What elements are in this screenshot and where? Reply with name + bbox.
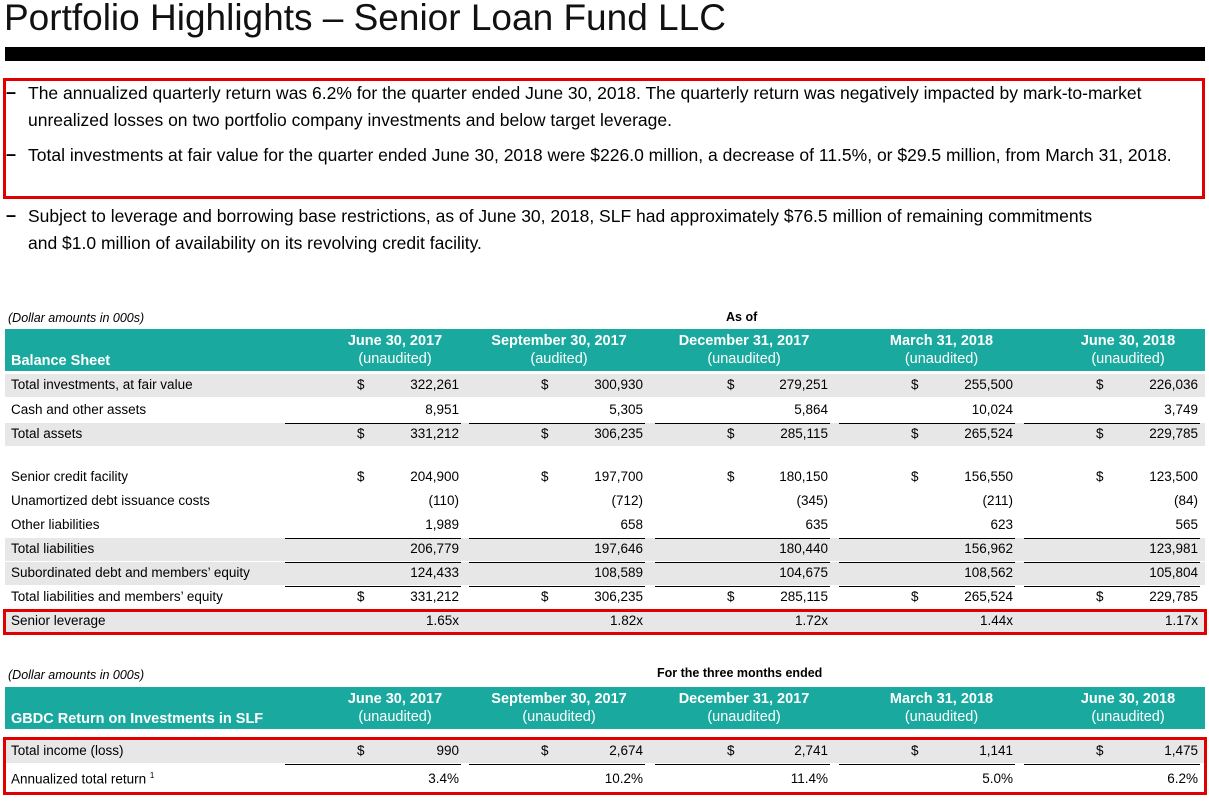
currency-symbol: $ [727, 589, 735, 604]
total-rule [1024, 423, 1200, 424]
currency-symbol: $ [911, 743, 919, 758]
title-divider [5, 47, 1205, 61]
total-rule [839, 562, 1015, 563]
row-label [11, 493, 210, 508]
cell-value: 1,141 [979, 743, 1013, 758]
total-rule [285, 586, 461, 587]
cell-value: 5,864 [794, 402, 828, 417]
currency-symbol: $ [1096, 589, 1104, 604]
cell-value: 206,779 [410, 541, 459, 556]
row-label [11, 426, 82, 441]
cell-value: 1,475 [1164, 743, 1198, 758]
cell-value: 10.2% [604, 771, 643, 786]
currency-symbol: $ [727, 743, 735, 758]
column-header [1058, 690, 1198, 726]
cell-value: 8,951 [425, 402, 459, 417]
cell-value: 2,674 [609, 743, 643, 758]
cell-value: 108,589 [594, 565, 643, 580]
currency-symbol: $ [911, 377, 919, 392]
cell-value: 990 [436, 743, 459, 758]
total-rule [285, 423, 461, 424]
row-label [11, 402, 146, 417]
cell-value: 2,741 [794, 743, 828, 758]
cell-value: 204,900 [410, 469, 459, 484]
total-rule [655, 423, 830, 424]
returns-title: GBDC Return on Investments in SLF [11, 711, 264, 727]
column-date: June 30, 2018 [1080, 333, 1176, 349]
cell-value: 197,646 [594, 541, 643, 556]
balance-sheet-group-label: As of [726, 310, 758, 324]
table-row [5, 490, 1205, 513]
returns-note: (Dollar amounts in 000s) [8, 668, 145, 682]
currency-symbol: $ [1096, 743, 1104, 758]
cell-value: 124,433 [410, 565, 459, 580]
column-header [1058, 332, 1198, 368]
row-label-text: Total income (loss) [11, 743, 124, 758]
total-rule [1024, 562, 1200, 563]
total-rule [839, 764, 1015, 765]
row-label-text: Total investments, at fair value [11, 377, 193, 392]
cell-value: 279,251 [779, 377, 828, 392]
cell-value: 104,675 [779, 565, 828, 580]
total-rule [469, 764, 645, 765]
column-status: (unaudited) [707, 351, 781, 367]
cell-value: 3,749 [1164, 402, 1198, 417]
cell-value: 156,962 [964, 541, 1013, 556]
cell-value: 1,989 [425, 517, 459, 532]
total-rule [469, 423, 645, 424]
cell-value: 300,930 [594, 377, 643, 392]
table-row [5, 586, 1205, 609]
row-label-text: Cash and other assets [11, 402, 147, 417]
total-rule [839, 538, 1015, 539]
row-label [11, 377, 193, 392]
bullet-dash: – [6, 205, 17, 225]
cell-value: 229,785 [1149, 426, 1198, 441]
cell-value: 265,524 [964, 426, 1013, 441]
currency-symbol: $ [727, 377, 735, 392]
row-label-text: Total liabilities and members’ equity [11, 589, 223, 604]
table-row [5, 538, 1205, 561]
bullet-leverage-restrictions [6, 203, 1096, 256]
table-row [5, 423, 1205, 446]
total-rule [655, 586, 830, 587]
currency-symbol: $ [357, 377, 365, 392]
cell-value: (211) [982, 493, 1013, 508]
table-row [5, 466, 1205, 489]
bullet-text: The annualized quarterly return was 6.2% for the quarter ended June 30, 2018. The quarterly return was negatively impacted by mark-to-market unrealized losses on two portfolio company investments and below target leverage. [28, 83, 1142, 130]
column-date: June 30, 2017 [347, 691, 443, 707]
cell-value: 5.0% [982, 771, 1013, 786]
cell-value: (110) [428, 493, 459, 508]
column-status: (unaudited) [707, 709, 781, 725]
cell-value: 331,212 [410, 589, 459, 604]
cell-value: (345) [796, 493, 828, 508]
cell-value: 322,261 [410, 377, 459, 392]
column-header [330, 332, 460, 368]
cell-value: 11.4% [790, 771, 828, 786]
currency-symbol: $ [541, 377, 549, 392]
cell-value: 1.72x [794, 613, 828, 628]
cell-value: 10,024 [971, 402, 1013, 417]
total-rule [1024, 764, 1200, 765]
currency-symbol: $ [541, 589, 549, 604]
cell-value: 226,036 [1149, 377, 1198, 392]
currency-symbol: $ [541, 426, 549, 441]
table-row [5, 768, 1205, 791]
column-status: (unaudited) [358, 709, 432, 725]
total-rule [285, 764, 461, 765]
cell-value: 180,150 [779, 469, 828, 484]
row-label [11, 469, 128, 484]
column-header [870, 332, 1013, 368]
total-rule [469, 538, 645, 539]
row-label-text: Total assets [11, 426, 83, 441]
cell-value: 180,440 [779, 541, 828, 556]
currency-symbol: $ [357, 743, 365, 758]
cell-value: 255,500 [964, 377, 1013, 392]
cell-value: 265,524 [964, 589, 1013, 604]
column-status: (unaudited) [904, 351, 979, 367]
column-status: (unaudited) [904, 709, 979, 725]
row-label [11, 613, 106, 628]
cell-value: 105,804 [1149, 565, 1198, 580]
bullet-text: Subject to leverage and borrowing base restrictions, as of June 30, 2018, SLF had approximately $76.5 million of remaining commitments and $1.0 million of availability on its revolving credit facility. [28, 206, 1093, 253]
bullet-annualized-return [6, 80, 1196, 133]
cell-value: 3.4% [428, 771, 459, 786]
cell-value: 197,700 [594, 469, 643, 484]
column-header [660, 332, 828, 368]
cell-value: 565 [1175, 517, 1198, 532]
cell-value: 285,115 [780, 589, 828, 604]
cell-value: 229,785 [1149, 589, 1198, 604]
returns-header [5, 687, 1205, 729]
total-rule [839, 586, 1015, 587]
currency-symbol: $ [1096, 426, 1104, 441]
column-date: June 30, 2017 [347, 333, 443, 349]
row-label [11, 589, 223, 604]
column-status: (unaudited) [1091, 709, 1165, 725]
column-status: (unaudited) [522, 709, 596, 725]
table-row [5, 374, 1205, 397]
cell-value: 623 [990, 517, 1013, 532]
table-row [5, 610, 1205, 633]
column-header [330, 690, 460, 726]
cell-value: (84) [1173, 493, 1198, 508]
cell-value: 1.82x [609, 613, 643, 628]
column-date: September 30, 2017 [491, 691, 627, 707]
column-header [660, 690, 828, 726]
currency-symbol: $ [1096, 377, 1104, 392]
currency-symbol: $ [541, 469, 549, 484]
currency-symbol: $ [1096, 469, 1104, 484]
total-rule [655, 562, 830, 563]
bullet-dash: – [6, 82, 17, 102]
column-header [475, 690, 643, 726]
total-rule [285, 562, 461, 563]
bullet-total-investments [6, 142, 1196, 169]
column-date: December 31, 2017 [678, 691, 810, 707]
column-date: December 31, 2017 [678, 333, 810, 349]
currency-symbol: $ [357, 469, 365, 484]
column-header [475, 332, 643, 368]
currency-symbol: $ [911, 589, 919, 604]
cell-value: 1.44x [979, 613, 1013, 628]
row-label [11, 517, 100, 532]
row-label-text: Subordinated debt and members’ equity [11, 565, 250, 580]
cell-value: 285,115 [780, 426, 828, 441]
total-rule [469, 562, 645, 563]
column-status: (unaudited) [1091, 351, 1165, 367]
row-label-text: Total liabilities [11, 541, 95, 556]
currency-symbol: $ [357, 426, 365, 441]
column-date: September 30, 2017 [491, 333, 627, 349]
table-row [5, 399, 1205, 422]
column-date: March 31, 2018 [889, 691, 994, 707]
balance_sheet-header [5, 329, 1205, 371]
cell-value: 123,500 [1149, 469, 1198, 484]
row-label-text: Other liabilities [11, 517, 100, 532]
row-label [11, 565, 250, 580]
currency-symbol: $ [911, 469, 919, 484]
cell-value: 123,981 [1149, 541, 1198, 556]
cell-value: 1.17x [1164, 613, 1198, 628]
row-label-text: Senior credit facility [11, 469, 129, 484]
row-label-text: Annualized total return [11, 771, 147, 787]
currency-symbol: $ [541, 743, 549, 758]
row-label [11, 541, 94, 556]
currency-symbol: $ [911, 426, 919, 441]
total-rule [655, 538, 830, 539]
cell-value: 658 [620, 517, 643, 532]
column-status: (unaudited) [358, 351, 432, 367]
footnote-marker: 1 [149, 771, 155, 780]
total-rule [839, 423, 1015, 424]
row-label-text: Unamortized debt issuance costs [11, 493, 210, 508]
table-row [5, 740, 1205, 763]
bullet-text: Total investments at fair value for the quarter ended June 30, 2018 were $226.0 million, a decrease of 11.5%, or $29.5 million, from March 31, 2018. [28, 145, 1172, 165]
column-date: June 30, 2018 [1080, 691, 1176, 707]
row-label [11, 771, 154, 787]
returns-group-label: For the three months ended [657, 666, 823, 680]
total-rule [285, 538, 461, 539]
table-row [5, 562, 1205, 585]
currency-symbol: $ [357, 589, 365, 604]
total-rule [1024, 586, 1200, 587]
currency-symbol: $ [727, 426, 735, 441]
column-header [870, 690, 1013, 726]
cell-value: 331,212 [410, 426, 459, 441]
total-rule [1024, 538, 1200, 539]
page-title: Portfolio Highlights – Senior Loan Fund LLC [4, 0, 726, 38]
balance-sheet-note: (Dollar amounts in 000s) [8, 311, 145, 325]
cell-value: 1.65x [425, 613, 459, 628]
balance_sheet-title: Balance Sheet [11, 353, 111, 369]
total-rule [469, 586, 645, 587]
cell-value: 108,562 [964, 565, 1013, 580]
table-row [5, 514, 1205, 537]
cell-value: 6.2% [1167, 771, 1198, 786]
cell-value: 635 [805, 517, 828, 532]
column-status: (audited) [530, 351, 588, 367]
row-label-text: Senior leverage [11, 613, 106, 628]
row-label [11, 743, 124, 758]
cell-value: 306,235 [594, 589, 643, 604]
cell-value: (712) [611, 493, 643, 508]
cell-value: 156,550 [964, 469, 1013, 484]
column-date: March 31, 2018 [889, 333, 994, 349]
currency-symbol: $ [727, 469, 735, 484]
total-rule [655, 764, 830, 765]
cell-value: 5,305 [609, 402, 643, 417]
cell-value: 306,235 [594, 426, 643, 441]
bullet-dash: – [6, 144, 17, 164]
